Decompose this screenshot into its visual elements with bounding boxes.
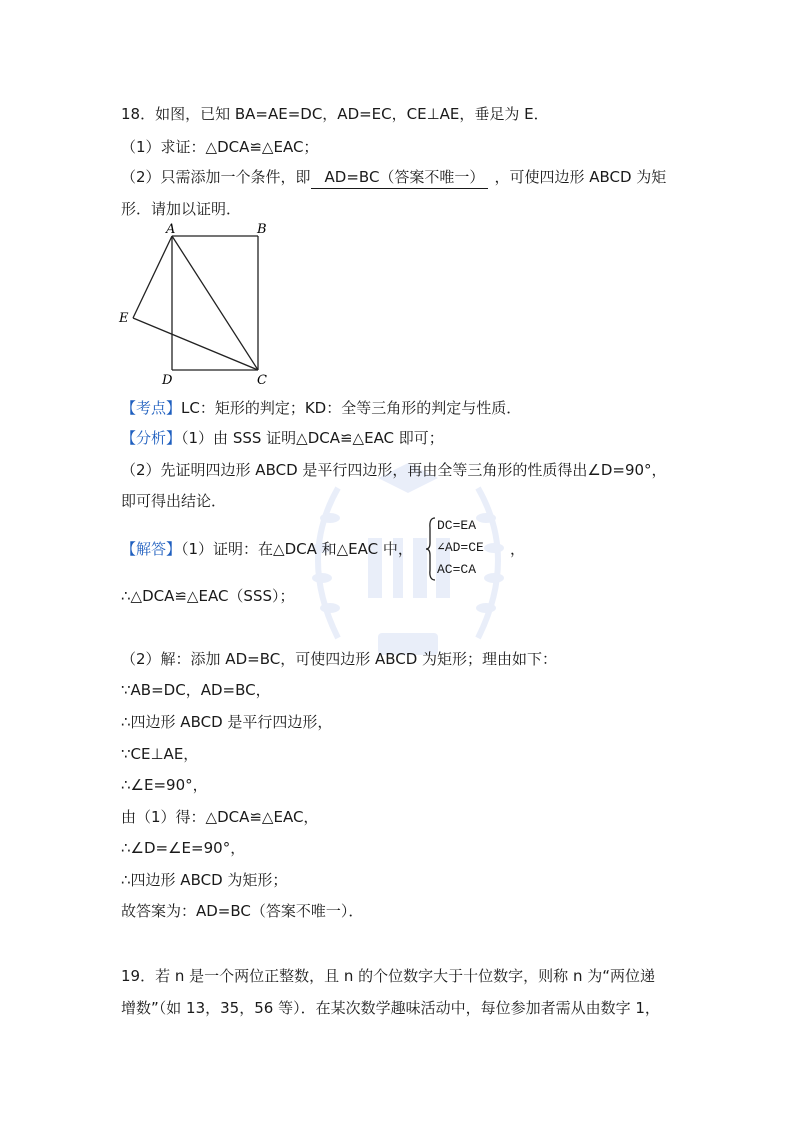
solution-line: ∴∠E=90°， [121,776,208,794]
solution-line: ∴四边形 ABCD 是平行四边形， [121,713,333,731]
kaodian-line [121,398,521,418]
solution-line: ∴∠D=∠E=90°， [121,839,246,857]
equation-system [425,516,520,582]
segment-AC [172,236,258,370]
q19-line-2: 增数”（如 13，35，56 等）．在某次数学趣味活动中，每位参加者需从由数字 1， [121,999,660,1017]
solution-line: 故答案为：AD=BC（答案不唯一）． [121,902,364,920]
q18-part2-cont: 形．请加以证明． [121,200,242,218]
fenxi-text: （1）由 SSS 证明△DCA≌△EAC 即可； [181,429,444,447]
label-E: E [119,311,129,326]
label-D: D [162,373,173,388]
q18-answer-blank: AD=BC（答案不唯一） [311,167,489,189]
label-C: C [257,373,267,388]
geometry-figure [116,218,286,390]
q18-part2-suffix: ，可使四边形 ABCD 为矩 [494,168,667,186]
solution-line: ∴四边形 ABCD 为矩形； [121,871,288,889]
fenxi-2a: （2）先证明四边形 ABCD 是平行四边形，再由全等三角形的性质得出∠D=90°， [121,461,667,479]
left-brace-icon [425,516,437,582]
kaodian-tag: 【考点】 [121,399,182,417]
equation-row: DC=EA [437,518,477,533]
q18-part1: （1）求证：△DCA≌△EAC； [121,138,319,156]
equation-row: ∠AD=CE [437,540,484,555]
q18-part2 [121,167,666,189]
jieda-tag: 【解答】 [121,540,182,558]
solution-line: 由（1）得：△DCA≌△EAC， [121,808,319,826]
jieda-line [121,539,413,559]
solution-line: ∵AB=DC，AD=BC， [121,681,271,699]
label-B: B [257,222,267,237]
fenxi-tag: 【分析】 [121,429,182,447]
fenxi-2b: 即可得出结论． [121,492,227,510]
jieda-text: （1）证明：在△DCA 和△EAC 中， [181,540,413,558]
segment-EC [133,318,258,370]
q19-line-1: 19．若 n 是一个两位正整数，且 n 的个位数字大于十位数字，则称 n 为“两位递 [121,967,655,985]
solution-line: ∵CE⊥AE， [121,745,199,763]
solution-line: （2）解：添加 AD=BC，可使四边形 ABCD 为矩形；理由如下： [121,650,558,668]
segment-AE [133,236,172,318]
q18-part2-prefix: （2）只需添加一个条件，即 [121,168,311,186]
equation-row: AC=CA [437,562,477,577]
fenxi-line [121,428,444,448]
label-A: A [166,222,176,237]
q18-stem: 18．如图，已知 BA=AE=DC，AD=EC，CE⊥AE，垂足为 E． [121,105,549,123]
brace-end: ， [510,540,526,558]
kaodian-text: LC：矩形的判定；KD：全等三角形的判定与性质． [181,399,522,417]
conclusion-1: ∴△DCA≌△EAC（SSS）； [121,587,295,605]
